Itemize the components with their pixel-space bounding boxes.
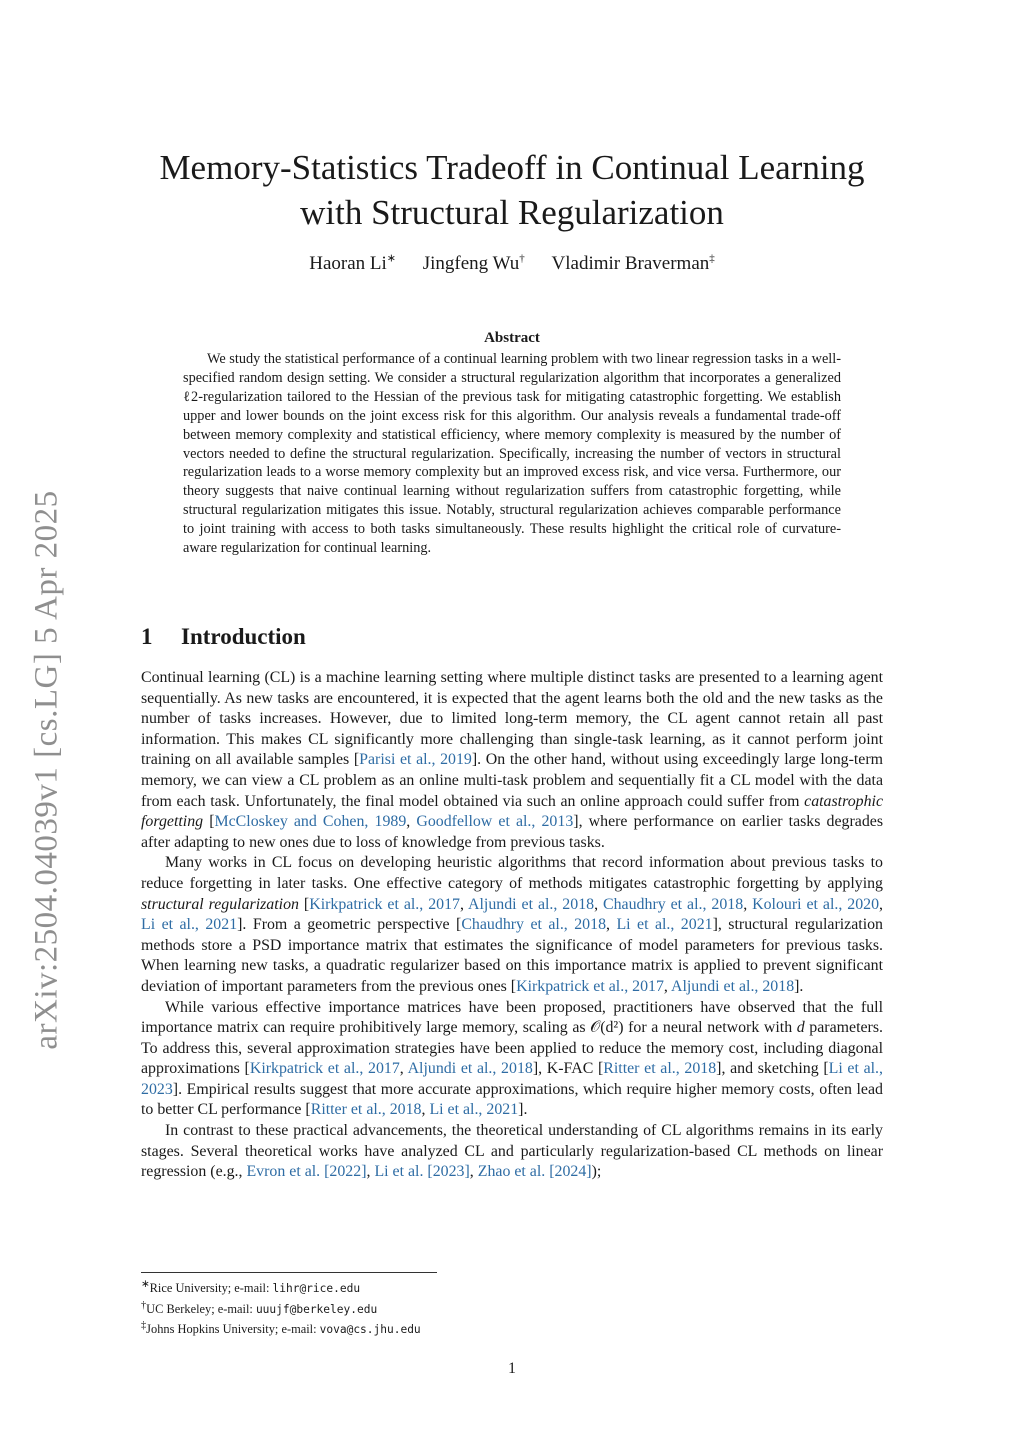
text-run: ].	[518, 1101, 528, 1119]
citation-link[interactable]: Li et al., 2023	[141, 1060, 883, 1098]
footnote: †UC Berkeley; e-mail: uuujf@berkeley.edu	[141, 1299, 378, 1316]
citation-link[interactable]: Ritter et al., 2018	[603, 1060, 717, 1078]
paragraph	[141, 1121, 883, 1183]
author-list	[0, 252, 1024, 275]
citation-link[interactable]: Chaudhry et al., 2018	[461, 916, 607, 934]
text-run: [	[298, 895, 310, 913]
text-run: ,	[606, 916, 617, 934]
text-run: ,	[469, 1163, 478, 1181]
text-run: ,	[399, 1060, 408, 1078]
text-run: Continual learning (CL) is a machine learning setting where multiple distinct tasks are presented to a learning agent sequentially. As new tasks are encountered, it is expected that the agent learns both the old and the new tasks as the number of tasks increases. However, due to limited long-term memory, the CL agent cannot retain all past information. This makes CL significantly more challenging than single-task learning, as it cannot perform joint training on all available samples [	[141, 669, 883, 769]
email-link[interactable]: uuujf@berkeley.edu	[255, 1302, 378, 1316]
body-text	[141, 668, 883, 1183]
citation-link[interactable]: Kirkpatrick et al., 2017	[309, 895, 460, 913]
text-run: ], structural regularization methods store a PSD importance matrix that estimates the significance of model parameters for previous tasks. When learning new tasks, a quadratic regularizer based on this importance matrix is applied to prevent significant deviation of important parameters from the previous ones [	[141, 916, 884, 995]
abstract-heading: Abstract	[484, 330, 540, 346]
citation-link[interactable]: Li et al. [2023]	[374, 1163, 470, 1181]
text-run: While various effective importance matrices have been proposed, practitioners have observed that the full importance matrix can require prohibitively large memory, scaling as 𝒪(d²) for a neural network with	[141, 998, 883, 1037]
text-run: ,	[743, 895, 753, 913]
citation-link[interactable]: Goodfellow et al., 2013	[416, 813, 574, 831]
text-run: ], and sketching [	[716, 1060, 829, 1078]
citation-link[interactable]: McCloskey and Cohen, 1989	[214, 813, 407, 831]
text-run: [	[203, 813, 215, 831]
text-run: ,	[406, 813, 417, 831]
footnote: ∗Rice University; e-mail: lihr@rice.edu	[141, 1279, 361, 1296]
citation-link[interactable]: Li et al., 2021	[616, 916, 713, 934]
citation-link[interactable]: Aljundi et al., 2018	[407, 1060, 533, 1078]
email-link[interactable]: vova@cs.jhu.edu	[319, 1323, 421, 1337]
citation-link[interactable]: Aljundi et al., 2018	[671, 977, 795, 995]
text-run: );	[591, 1163, 602, 1181]
paragraph	[141, 668, 883, 853]
email-link[interactable]: lihr@rice.edu	[272, 1282, 361, 1296]
text-run: ]. From a geometric perspective [	[237, 916, 462, 934]
citation-link[interactable]: Kolouri et al., 2020	[752, 895, 880, 913]
citation-link[interactable]: Li et al., 2021	[141, 916, 238, 934]
arxiv-identifier: arXiv:2504.04039v1 [cs.LG] 5 Apr 2025	[28, 490, 65, 1050]
abstract-body: We study the statistical performance of a continual learning problem with two linear regression tasks in a well-specified random design setting. We consider a structural regularization algorithm that incorporates a generalized ℓ2-regularization tailored to the Hessian of the previous task for mitigating catastrophic forgetting. We establish upper and lower bounds on the joint excess risk for this algorithm. Our analysis reveals a fundamental trade-off between memory complexity and statistical efficiency, where memory complexity is measured by the number of vectors needed to define the structural regularization. Specifically, increasing the number of vectors in structural regularization leads to a worse memory complexity but an improved excess risk, and vice versa. Furthermore, our theory suggests that naive continual learning without regularization suffers from catastrophic forgetting, while structural regularization mitigates this issue. Notably, structural regularization achieves comparable performance to joint training with access to both tasks simultaneously. These results highlight the critical role of curvature-aware regularization for continual learning.	[183, 351, 841, 557]
citation-link[interactable]: Evron et al. [2022]	[246, 1163, 367, 1181]
arxiv-side-stamp	[14, 470, 80, 1070]
title-line-1: Memory-Statistics Tradeoff in Continual Learning	[159, 148, 865, 187]
text-run: ], K-FAC [	[532, 1060, 604, 1078]
page-number: 1	[508, 1360, 516, 1377]
text-run: ]. On the other hand, without using exceedingly large long-term memory, we can view a CL problem as an online multi-task problem and sequentially fit a CL model with the data from each task. Unfortunately, the final model obtained via such an online approach could suffer from	[141, 751, 883, 810]
text-run: ].	[794, 977, 804, 995]
text-run: ,	[459, 895, 469, 913]
paragraph	[141, 853, 883, 997]
author: Jingfeng Wu†	[422, 253, 525, 275]
citation-link[interactable]: Parisi et al., 2019	[359, 751, 472, 769]
text-run: ,	[879, 895, 884, 913]
text-run: Many works in CL focus on developing heuristic algorithms that record information about previous tasks to reduce forgetting in later tasks. One effective category of methods mitigates catastrophic forgetting by applying	[141, 854, 883, 892]
text-run: ], where performance on earlier tasks degrades after adapting to new ones due to loss of knowledge from previous tasks.	[141, 813, 884, 851]
citation-link[interactable]: Kirkpatrick et al., 2017	[249, 1060, 400, 1078]
text-run: ,	[663, 977, 671, 995]
footnote: ‡Johns Hopkins University; e-mail: vova@cs.jhu.edu	[141, 1320, 421, 1337]
author: Haoran Li∗	[309, 253, 396, 275]
emphasis: catastrophic forgetting	[141, 792, 883, 831]
section-title: Introduction	[181, 624, 306, 649]
text-run: In contrast to these practical advancements, the theoretical understanding of CL algorithms remains in its early stages. Several theoretical works have analyzed CL and particularly regularization-based CL methods on linear regression (e.g.,	[141, 1122, 883, 1181]
text-run: ,	[421, 1101, 430, 1119]
footnotes	[141, 1277, 421, 1339]
paper-title	[0, 145, 1024, 235]
citation-link[interactable]: Chaudhry et al., 2018	[603, 895, 744, 913]
text-run: parameters. To address this, several approximation strategies have been applied to reduce the memory cost, including diagonal approximations [	[141, 1019, 883, 1078]
citation-link[interactable]: Kirkpatrick et al., 2017	[516, 977, 664, 995]
citation-link[interactable]: Ritter et al., 2018	[310, 1101, 422, 1119]
section-heading	[141, 624, 306, 650]
section-number: 1	[141, 624, 153, 649]
citation-link[interactable]: Aljundi et al., 2018	[468, 895, 595, 913]
citation-link[interactable]: Li et al., 2021	[429, 1101, 519, 1119]
emphasis: structural regularization	[141, 895, 299, 913]
footnote-divider	[141, 1272, 437, 1273]
text-run: ,	[594, 895, 604, 913]
text-run: ]. Empirical results suggest that more accurate approximations, which require higher memory costs, often lead to better CL performance [	[141, 1080, 883, 1119]
text-run: ,	[366, 1163, 375, 1181]
author: Vladimir Braverman‡	[551, 253, 715, 275]
paragraph	[141, 998, 883, 1122]
emphasis: d	[796, 1019, 805, 1037]
title-line-2: with Structural Regularization	[300, 193, 724, 232]
citation-link[interactable]: Zhao et al. [2024]	[477, 1163, 592, 1181]
